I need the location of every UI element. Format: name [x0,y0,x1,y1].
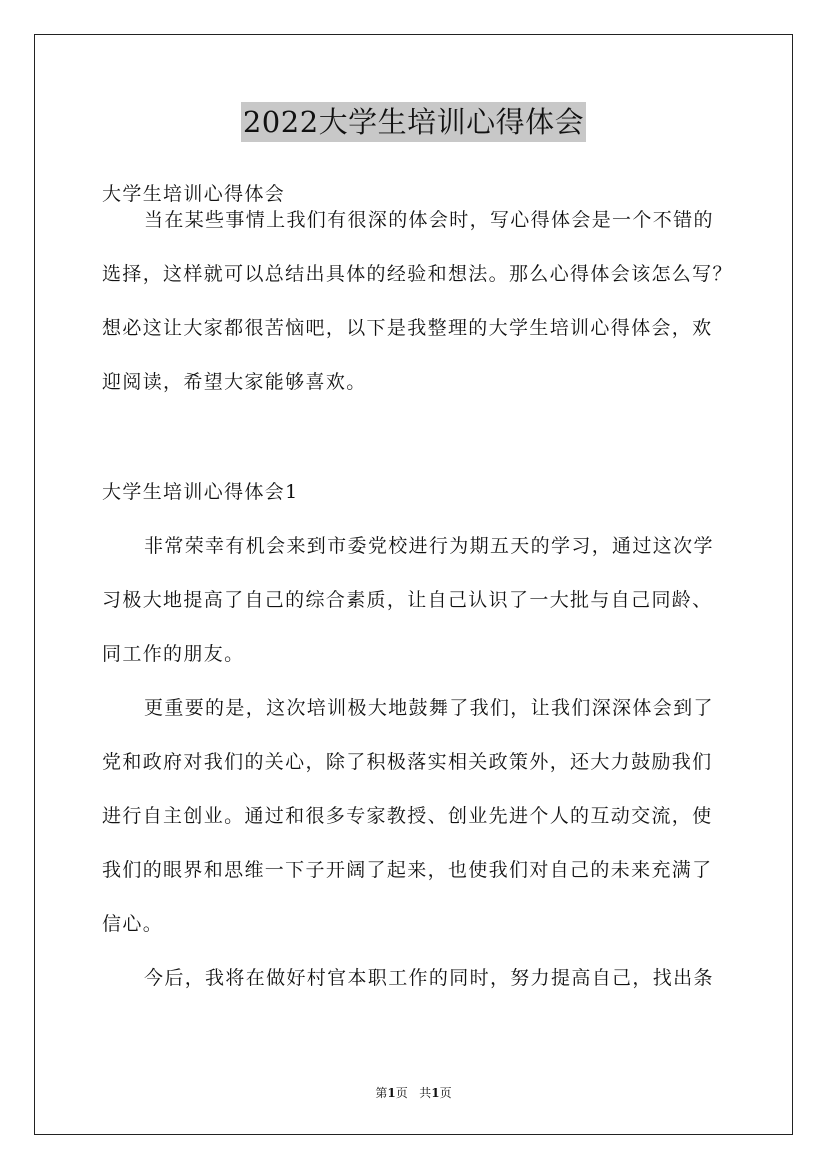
section-heading-1: 大学生培训心得体会1 [102,481,299,503]
para1-line-1: 非常荣幸有机会来到市委党校进行为期五天的学习，通过这次学 [144,535,714,557]
total-prefix: 共 [419,1086,432,1100]
title-container [0,102,827,142]
document-title: 2022大学生培训心得体会 [241,102,586,142]
page-prefix: 第 [375,1086,388,1100]
para1-line-2: 习极大地提高了自己的综合素质，让自己认识了一大批与自己同龄、 [102,589,713,611]
para2-line-1: 更重要的是，这次培训极大地鼓舞了我们，让我们深深体会到了 [144,697,714,719]
intro-line-4: 迎阅读，希望大家能够喜欢。 [102,371,367,393]
para2-line-4: 我们的眼界和思维一下子开阔了起来，也使我们对自己的未来充满了 [102,859,713,881]
intro-line-2: 选择，这样就可以总结出具体的经验和想法。那么心得体会该怎么写？ [102,263,733,285]
para2-line-5: 信心。 [102,913,164,935]
page-number: 1 [387,1086,396,1100]
para2-line-3: 进行自主创业。通过和很多专家教授、创业先进个人的互动交流，使 [102,805,713,827]
page-suffix: 页 [395,1086,408,1100]
page-footer [0,1085,827,1101]
subtitle: 大学生培训心得体会 [102,183,286,205]
para1-line-3: 同工作的朋友。 [102,643,245,665]
intro-line-1: 当在某些事情上我们有很深的体会时，写心得体会是一个不错的 [144,209,714,231]
para2-line-2: 党和政府对我们的关心，除了积极落实相关政策外，还大力鼓励我们 [102,751,713,773]
para3-line-1: 今后，我将在做好村官本职工作的同时，努力提高自己，找出条 [144,967,714,989]
total-suffix: 页 [439,1086,452,1100]
total-pages: 1 [431,1086,440,1100]
intro-line-3: 想必这让大家都很苦恼吧，以下是我整理的大学生培训心得体会，欢 [102,317,713,339]
